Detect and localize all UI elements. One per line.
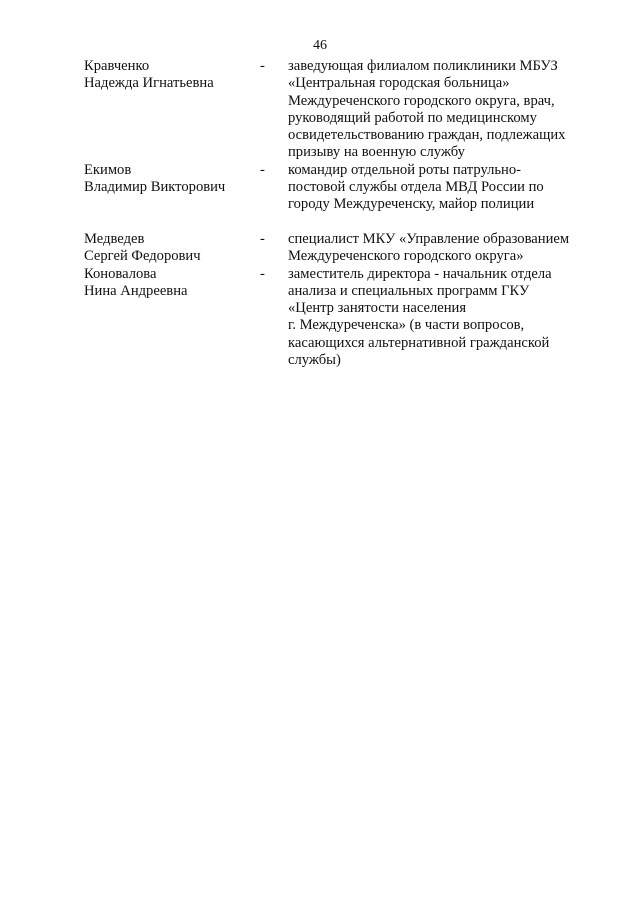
member-entry-konovalova bbox=[84, 266, 594, 370]
member-given-names: Сергей Федорович bbox=[84, 248, 201, 265]
role-line: заведующая филиалом поликлиники МБУЗ bbox=[288, 58, 558, 74]
separator-dash: - bbox=[260, 58, 265, 74]
member-given-names: Надежда Игнатьевна bbox=[84, 75, 214, 92]
member-given-names: Владимир Викторович bbox=[84, 179, 226, 196]
page-number: 46 bbox=[313, 38, 327, 53]
separator-dash: - bbox=[260, 230, 265, 247]
member-surname: Медведев bbox=[84, 230, 145, 247]
commission-member-list bbox=[84, 58, 594, 369]
member-entry-medvedev bbox=[84, 231, 594, 266]
member-role bbox=[288, 231, 588, 266]
role-line: постовой службы отдела МВД России по bbox=[288, 179, 544, 196]
role-line: «Центр занятости населения bbox=[288, 300, 467, 317]
role-line: заместитель директора - начальник отдела bbox=[288, 265, 552, 282]
role-line: призыву на военную службу bbox=[288, 144, 465, 161]
member-role bbox=[288, 162, 588, 214]
separator-dash: - bbox=[260, 161, 265, 178]
role-line: городу Междуреченску, майор полиции bbox=[288, 196, 535, 213]
member-name bbox=[84, 162, 260, 214]
role-line: касающихся альтернативной гражданской bbox=[288, 334, 550, 351]
role-line: службы) bbox=[288, 352, 341, 369]
role-line: руководящий работой по медицинскому bbox=[288, 109, 537, 126]
member-role bbox=[288, 58, 588, 162]
member-given-names: Нина Андреевна bbox=[84, 282, 188, 299]
role-line: анализа и специальных программ ГКУ bbox=[288, 282, 530, 299]
role-line: специалист МКУ «Управление образованием bbox=[288, 230, 570, 247]
role-line: «Центральная городская больница» bbox=[288, 75, 510, 92]
separator-dash: - bbox=[260, 265, 265, 282]
member-name bbox=[84, 266, 260, 370]
role-line: г. Междуреченска» (в части вопросов, bbox=[288, 317, 525, 334]
role-line: Междуреченского городского округа, врач, bbox=[288, 92, 555, 109]
member-name bbox=[84, 58, 260, 162]
role-line: командир отдельной роты патрульно- bbox=[288, 161, 522, 178]
member-role bbox=[288, 266, 588, 370]
member-entry-kravchenko bbox=[84, 58, 594, 162]
role-line: Междуреченского городского округа» bbox=[288, 248, 524, 265]
member-name bbox=[84, 231, 260, 266]
member-entry-ekimov bbox=[84, 162, 594, 214]
member-surname: Коновалова bbox=[84, 265, 157, 282]
member-surname: Екимов bbox=[84, 161, 132, 178]
role-line: освидетельствованию граждан, подлежащих bbox=[288, 127, 566, 144]
member-surname: Кравченко bbox=[84, 58, 150, 74]
